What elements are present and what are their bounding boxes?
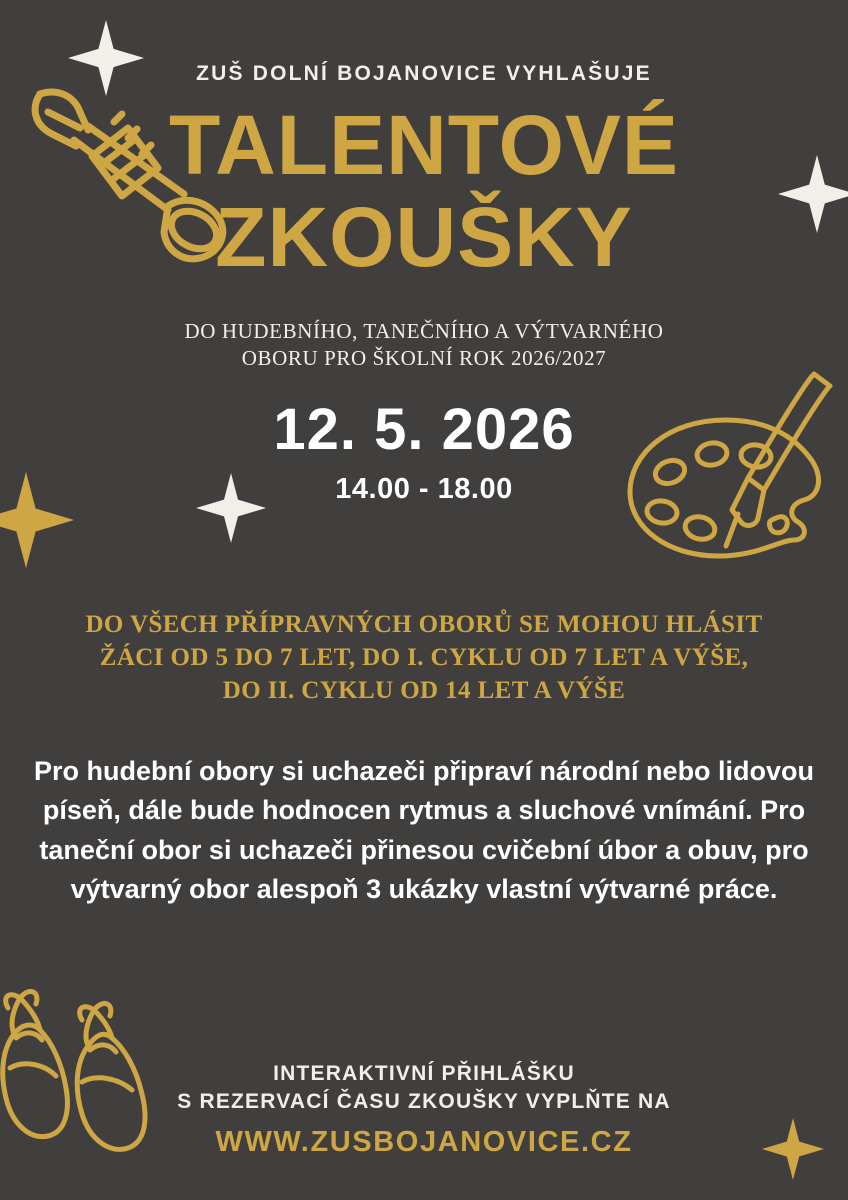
event-time: 14.00 - 18.00 xyxy=(335,473,513,505)
subtitle xyxy=(0,318,848,373)
conditions-line-1: DO VŠECH PŘÍPRAVNÝCH OBORŮ SE MOHOU HLÁSIT xyxy=(85,611,763,638)
title-line-1: TALENTOVÉ xyxy=(169,98,679,192)
admission-conditions xyxy=(40,608,808,707)
conditions-line-2: ŽÁCI OD 5 DO 7 LET, DO I. CYKLU OD 7 LET A VÝŠE, xyxy=(99,644,749,671)
kicker-text: ZUŠ DOLNÍ BOJANOVICE VYHLAŠUJE xyxy=(196,62,652,85)
event-date: 12. 5. 2026 xyxy=(273,397,575,462)
body-text: Pro hudební obory si uchazeči připraví národní nebo lidovou píseň, dále bude hodnocen rytmus a sluchové vnímání. Pro taneční obor si uchazeči přinesou cvičební úbor a obuv, pro výtvarný obor alespoň 3 ukázky vlastní výtvarné práce. xyxy=(33,756,815,905)
footer-line-2: S REZERVACÍ ČASU ZKOUŠKY VYPLŇTE NA xyxy=(177,1090,671,1114)
title-line-2: ZKOUŠKY xyxy=(215,190,633,285)
page-title xyxy=(0,98,848,285)
subtitle-line-1: DO HUDEBNÍHO, TANEČNÍHO A VÝTVARNÉHO xyxy=(184,319,664,343)
subtitle-line-2: OBORU PRO ŠKOLNÍ ROK 2026/2027 xyxy=(241,346,607,371)
website-link[interactable]: WWW.ZUSBOJANOVICE.CZ xyxy=(215,1126,633,1158)
footer-instructions xyxy=(0,1060,848,1117)
footer-line-1: INTERAKTIVNÍ PŘIHLÁŠKU xyxy=(273,1062,575,1085)
conditions-line-3: DO II. CYKLU OD 14 LET A VÝŠE xyxy=(222,677,626,704)
